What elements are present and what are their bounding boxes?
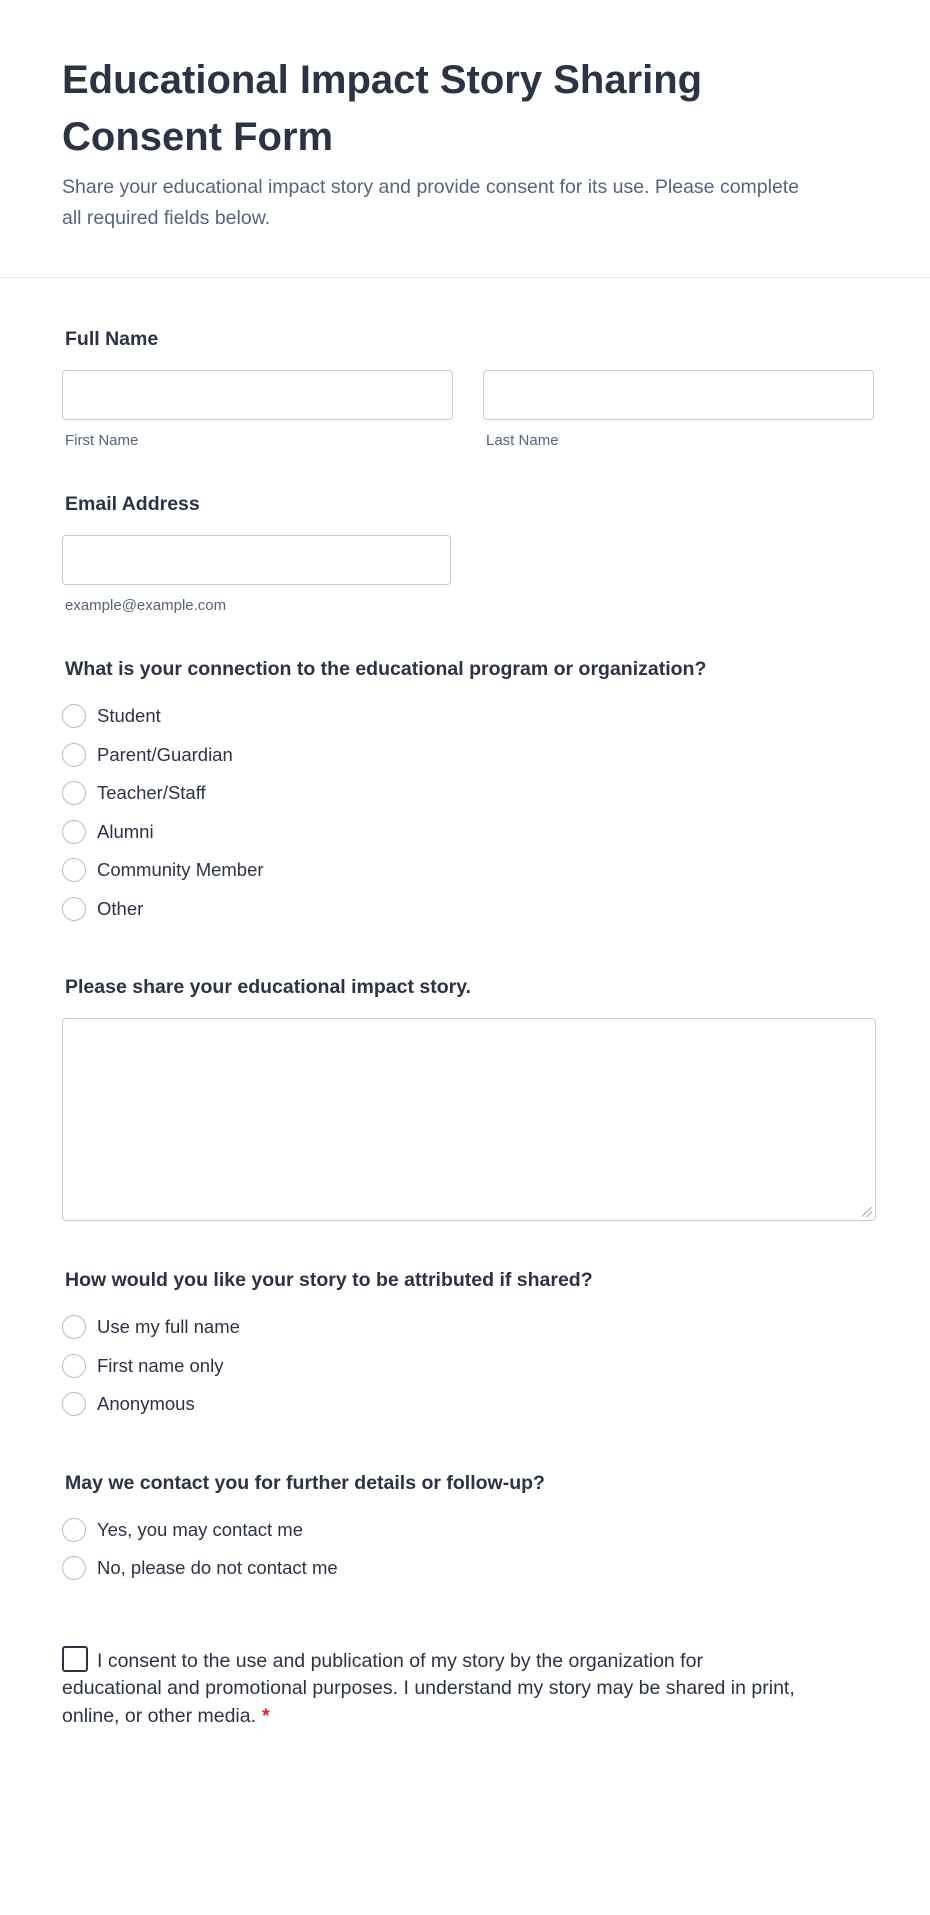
email-label: Email Address (65, 493, 200, 515)
last-name-sublabel: Last Name (486, 432, 559, 449)
radio-option-label: Other (97, 897, 144, 919)
contact-radio-group (62, 1511, 868, 1588)
first-name-sublabel: First Name (65, 432, 139, 449)
radio-option-teacher-staff[interactable] (62, 774, 868, 813)
radio-option-parent-guardian[interactable] (62, 736, 868, 775)
form-body (0, 278, 930, 1730)
full-name-field (62, 278, 868, 449)
consent-checkbox[interactable] (62, 1646, 88, 1672)
connection-radio-group (62, 697, 868, 928)
radio-option-label: Teacher/Staff (97, 782, 206, 804)
last-name-column (483, 370, 874, 449)
radio-option-anonymous[interactable] (62, 1385, 868, 1424)
full-name-row (62, 370, 868, 449)
radio-button[interactable] (62, 704, 86, 728)
resize-grip-icon[interactable] (862, 1207, 872, 1217)
radio-button[interactable] (62, 1392, 86, 1416)
last-name-input[interactable] (483, 370, 874, 420)
story-field (62, 928, 868, 1221)
radio-option-label: Parent/Guardian (97, 743, 233, 765)
radio-option-label: Use my full name (97, 1316, 240, 1338)
radio-button[interactable] (62, 1354, 86, 1378)
radio-button[interactable] (62, 897, 86, 921)
radio-button[interactable] (62, 820, 86, 844)
first-name-column (62, 370, 453, 449)
contact-field (62, 1424, 868, 1588)
radio-option-community-member[interactable] (62, 851, 868, 890)
attribution-label: How would you like your story to be attributed if shared? (65, 1269, 593, 1291)
form-subtitle: Share your educational impact story and provide consent for its use. Please complete all required fields below. (62, 176, 800, 229)
email-sublabel: example@example.com (65, 597, 227, 614)
attribution-radio-group (62, 1308, 868, 1424)
consent-field (62, 1588, 802, 1731)
story-label: Please share your educational impact story. (65, 976, 472, 998)
radio-option-yes-contact[interactable] (62, 1511, 868, 1550)
form-title: Educational Impact Story Sharing Consent Form (62, 58, 703, 159)
radio-option-label: Anonymous (97, 1393, 195, 1415)
contact-label: May we contact you for further details or follow-up? (65, 1471, 545, 1494)
radio-option-label: Yes, you may contact me (97, 1518, 304, 1540)
radio-option-no-contact[interactable] (62, 1549, 868, 1588)
story-textarea[interactable] (62, 1018, 876, 1221)
full-name-label: Full Name (65, 328, 159, 350)
consent-label (62, 1646, 802, 1731)
radio-button[interactable] (62, 1315, 86, 1339)
connection-field (62, 614, 868, 928)
radio-option-label: Community Member (97, 859, 264, 881)
radio-option-student[interactable] (62, 697, 868, 736)
email-input[interactable] (62, 535, 451, 585)
radio-option-label: First name only (97, 1354, 224, 1376)
required-marker: * (262, 1704, 270, 1727)
radio-button[interactable] (62, 743, 86, 767)
attribution-field (62, 1221, 868, 1424)
radio-button[interactable] (62, 1518, 86, 1542)
radio-option-first-name-only[interactable] (62, 1347, 868, 1386)
radio-option-other[interactable] (62, 890, 868, 929)
radio-option-label: Alumni (97, 820, 154, 842)
radio-button[interactable] (62, 781, 86, 805)
radio-option-label: Student (97, 705, 161, 727)
connection-label: What is your connection to the educational program or organization? (65, 658, 707, 680)
form-header (0, 0, 930, 278)
email-field (62, 449, 868, 614)
first-name-input[interactable] (62, 370, 453, 420)
radio-option-label: No, please do not contact me (97, 1557, 338, 1579)
radio-option-full-name[interactable] (62, 1308, 868, 1347)
radio-button[interactable] (62, 1556, 86, 1580)
consent-text: I consent to the use and publication of my story by the organization for educational and promotional purposes. I understand my story may be shared in print, online, or other media. (62, 1649, 795, 1727)
radio-option-alumni[interactable] (62, 813, 868, 852)
radio-button[interactable] (62, 858, 86, 882)
